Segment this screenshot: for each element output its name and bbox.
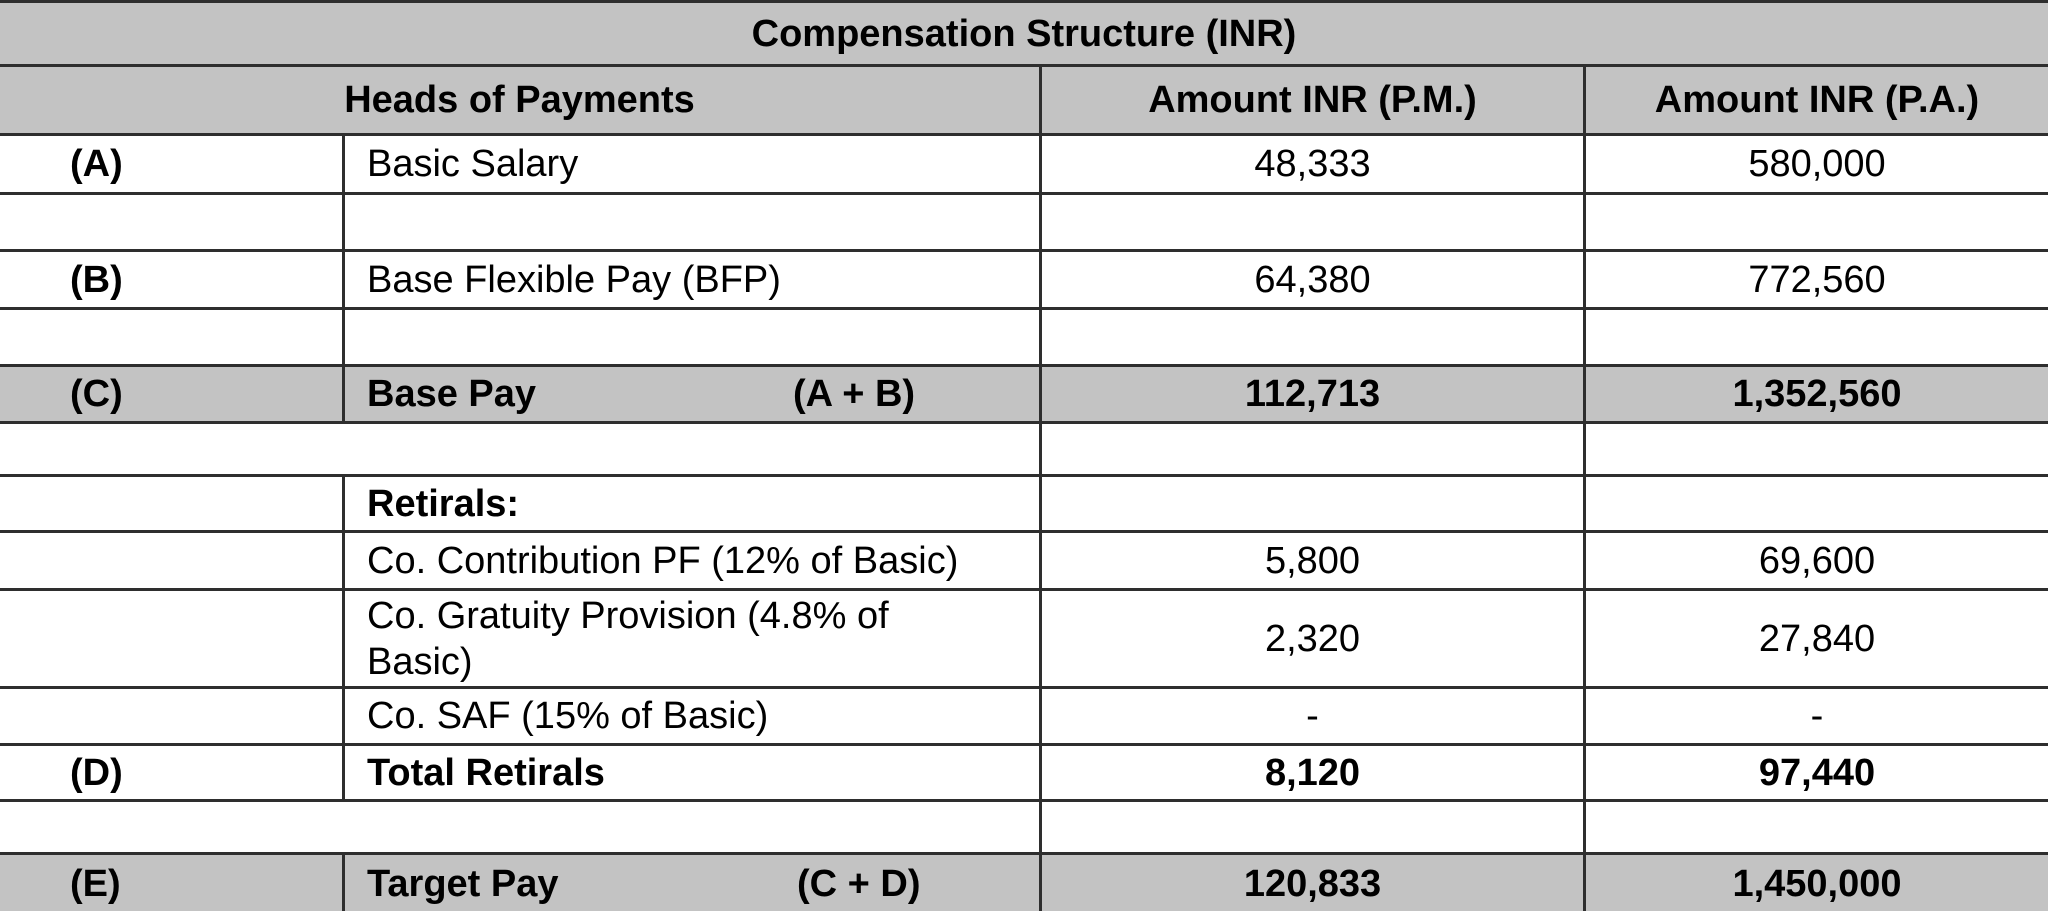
row-b-code: (B) bbox=[70, 258, 123, 301]
row-a-pm: 48,333 bbox=[1254, 143, 1371, 185]
row-c-pa: 1,352,560 bbox=[1732, 373, 1902, 415]
table-title: Compensation Structure (INR) bbox=[751, 12, 1297, 55]
row-d-code: (D) bbox=[70, 751, 123, 794]
row-pf-pa: 69,600 bbox=[1758, 539, 1876, 582]
header-amount-pm: Amount INR (P.M.) bbox=[1148, 79, 1477, 121]
retirals-heading: Retirals: bbox=[367, 482, 520, 525]
row-gratuity-pm: 2,320 bbox=[1264, 617, 1361, 660]
row-b-pa: 772,560 bbox=[1748, 258, 1886, 301]
row-b-pm: 64,380 bbox=[1254, 258, 1371, 301]
header-heads-of-payments: Heads of Payments bbox=[344, 79, 695, 121]
row-e-formula: (C + D) bbox=[797, 862, 921, 905]
header-amount-pa: Amount INR (P.A.) bbox=[1654, 79, 1980, 121]
row-e-pa: 1,450,000 bbox=[1732, 862, 1902, 905]
row-c-pm: 112,713 bbox=[1244, 373, 1381, 415]
row-gratuity-pa: 27,840 bbox=[1758, 617, 1876, 660]
row-a-label: Basic Salary bbox=[367, 143, 579, 185]
row-e-code: (E) bbox=[70, 862, 121, 905]
row-pf-pm: 5,800 bbox=[1264, 539, 1361, 582]
row-saf-label: Co. SAF (15% of Basic) bbox=[367, 695, 769, 737]
row-e-pm: 120,833 bbox=[1243, 862, 1382, 905]
row-c-code: (C) bbox=[70, 373, 123, 415]
row-d-label: Total Retirals bbox=[367, 751, 605, 794]
row-pf-label: Co. Contribution PF (12% of Basic) bbox=[367, 539, 959, 582]
row-b-label: Base Flexible Pay (BFP) bbox=[367, 258, 781, 301]
row-d-pm: 8,120 bbox=[1264, 751, 1361, 794]
row-saf-pm: - bbox=[1306, 695, 1319, 737]
row-c-label: Base Pay bbox=[367, 373, 537, 415]
row-saf-pa: - bbox=[1810, 695, 1824, 737]
row-d-pa: 97,440 bbox=[1758, 751, 1876, 794]
row-gratuity-label: Co. Gratuity Provision (4.8% of Basic) bbox=[367, 594, 889, 683]
row-e-label: Target Pay bbox=[367, 862, 559, 905]
row-a-pa: 580,000 bbox=[1748, 143, 1886, 185]
row-a-code: (A) bbox=[70, 143, 123, 185]
row-c-formula: (A + B) bbox=[793, 373, 916, 415]
